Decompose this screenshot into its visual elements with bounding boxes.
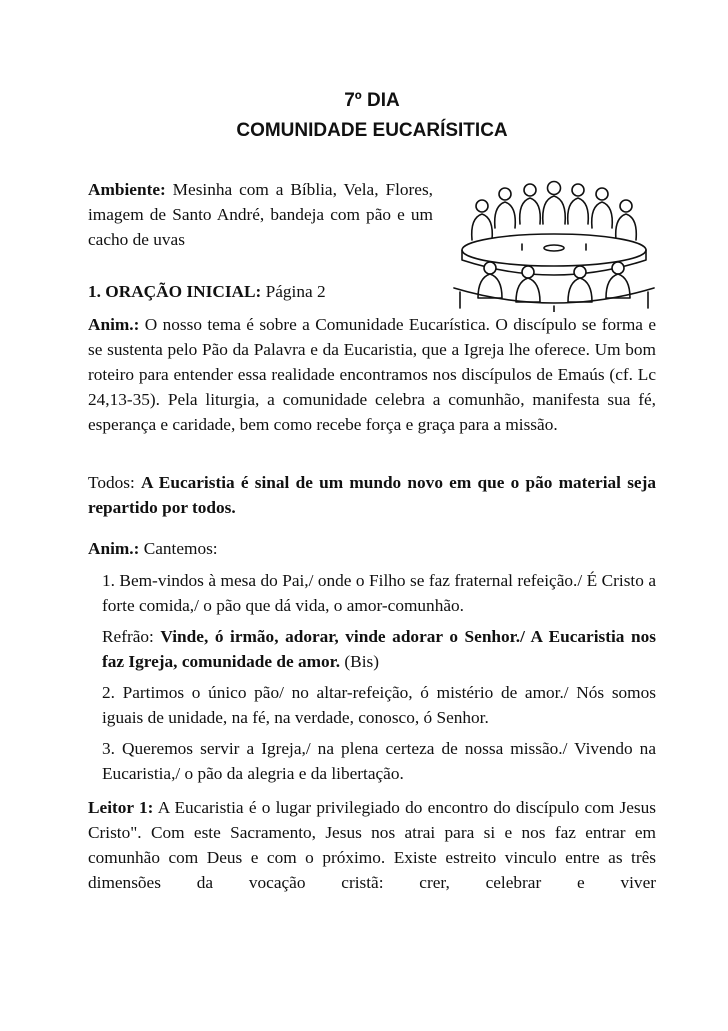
oracao-inicial-paragraph xyxy=(88,279,433,304)
leitor-text: A Eucaristia é o lugar privilegiado do encontro do discípulo com Jesus Cristo". Com este Sacramento, Jesus nos atrai para si e nos faz entrar em comunhão com Deus e com o próximo. Existe estreito vinculo entre as três dimensões da vocação cristã: crer, celebrar e viver xyxy=(88,798,657,892)
song-verse-3: 3. Queremos servir a Igreja,/ na plena certeza de nossa missão./ Vivendo na Eucaristia,/ o pão da alegria e da libertação. xyxy=(102,739,656,783)
ambiente-paragraph xyxy=(88,177,433,252)
oracao-label: 1. ORAÇÃO INICIAL: xyxy=(88,282,262,301)
song-verse-2: 2. Partimos o único pão/ no altar-refeição, ó mistério de amor./ Nós somos iguais de unidade, na fé, na verdade, conosco, ó Senhor. xyxy=(102,683,656,727)
anim-intro-text: O nosso tema é sobre a Comunidade Eucarística. O discípulo se forma e se sustenta pelo Pão da Palavra e da Eucaristia, que a Igreja lhe oferece. Um bom roteiro para entender essa realidade encontramos nos discípulos de Emaús (cf. Lc 24,13-35). Pela liturgia, a comunidade celebra a comunhão, manifesta sua fé, esperança e caridade, bem como recebe força e graça para a missão. xyxy=(88,315,656,434)
anim-intro-paragraph xyxy=(88,312,656,437)
ambiente-label: Ambiente: xyxy=(88,180,166,199)
todos-text: A Eucaristia é sinal de um mundo novo em que o pão material seja repartido por todos. xyxy=(88,473,656,517)
anim-label-2: Anim.: xyxy=(88,539,140,558)
day-heading: 7º DIA xyxy=(344,90,400,111)
anim-cantemos-paragraph xyxy=(88,536,656,561)
ambiente-text: Mesinha com a Bíblia, Vela, Flores, imagem de Santo André, bandeja com pão e um cacho de uvas xyxy=(88,180,433,249)
page-title: COMUNIDADE EUCARÍSITICA xyxy=(236,120,508,141)
refrain-bis: (Bis) xyxy=(340,652,379,671)
anim-label: Anim.: xyxy=(88,315,140,334)
anim-cantemos-text: Cantemos: xyxy=(139,539,218,558)
leitor-paragraph xyxy=(88,795,656,895)
refrain-label: Refrão: xyxy=(102,627,154,646)
oracao-text: Página 2 xyxy=(261,282,326,301)
song-refrain xyxy=(102,624,656,674)
leitor-label: Leitor 1: xyxy=(88,798,154,817)
todos-label: Todos: xyxy=(88,473,135,492)
last-supper-illustration xyxy=(450,170,656,312)
todos-paragraph xyxy=(88,470,656,520)
song-verse-1: 1. Bem-vindos à mesa do Pai,/ onde o Filho se faz fraternal refeição./ É Cristo a forte comida,/ o pão que dá vida, o amor-comunhão. xyxy=(102,571,656,615)
refrain-text: Vinde, ó irmão, adorar, vinde adorar o Senhor./ A Eucaristia nos faz Igreja, comunidade de amor. xyxy=(102,627,656,671)
